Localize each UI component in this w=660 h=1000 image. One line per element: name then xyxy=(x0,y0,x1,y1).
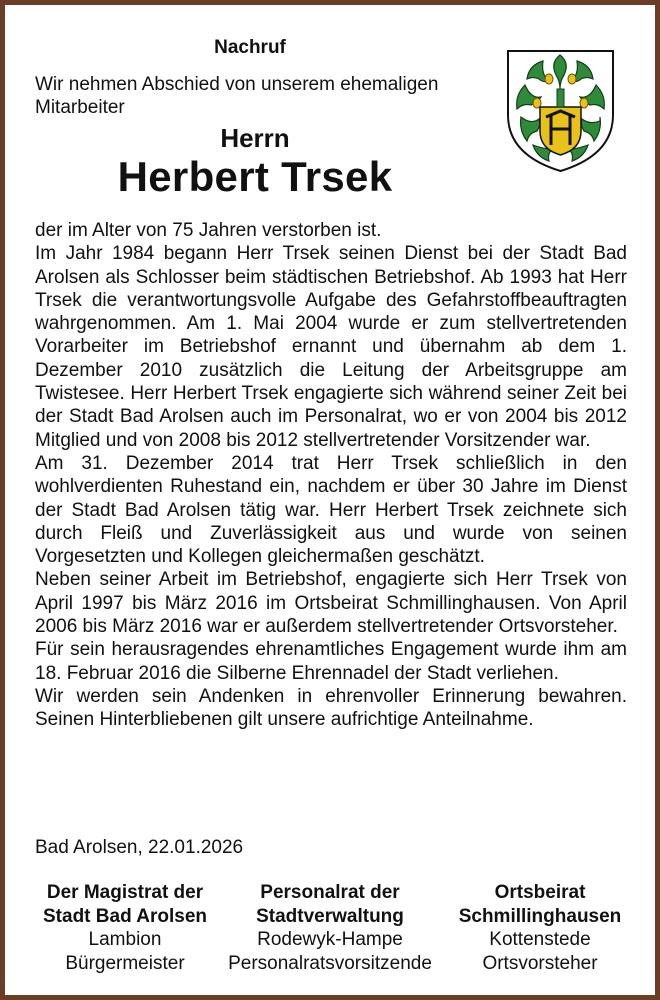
signature-org-line: Der Magistrat der xyxy=(46,882,204,903)
body-paragraph: Wir werden sein Andenken in ehrenvoller Erinnerung bewahren. Seinen Hinterbliebenen gilt unsere aufrichtige Anteilnahme. xyxy=(35,685,627,731)
body-paragraph: der im Alter von 75 Jahren verstorben ist. xyxy=(35,220,382,241)
salutation: Herrn xyxy=(220,123,290,153)
signature-role: Personalratsvorsitzende xyxy=(228,952,432,974)
obituary-card xyxy=(5,5,655,995)
signature-block-magistrat xyxy=(25,881,225,975)
signature-person: Rodewyk-Hampe xyxy=(257,929,403,950)
signature-org-line: Stadt Bad Arolsen xyxy=(43,905,207,927)
signature-block-personalrat xyxy=(215,881,445,975)
body-paragraph: Im Jahr 1984 begann Herr Trsek seinen Dienst bei der Stadt Bad Arolsen als Schlosser beim städtischen Betriebshof. Ab 1993 hat Herr Trsek die verantwortungsvolle Aufgabe des Gefahrstoffbeauftragten wahrgenommen. Am 1. Mai 2004 wurde er zum stellvertretenden Vorarbeiter im Betriebshof ernannt und übernahm ab dem 1. Dezember 2010 zusätzlich die Leitung der Arbeitsgruppe am Twistesee. Herr Herbert Trsek engagierte sich während seiner Zeit bei der Stadt Bad Arolsen auch im Personalrat, wo er von 2004 bis 2012 Mitglied und von 2008 bis 2012 stellvertretender Vorsitzender war. xyxy=(35,243,627,451)
obituary-body xyxy=(35,219,627,732)
signature-person: Lambion xyxy=(88,929,162,950)
signature-person: Kottenstede xyxy=(489,929,591,950)
place-date: Bad Arolsen, 22.01.2026 xyxy=(35,837,244,858)
obituary-title: Nachruf xyxy=(214,37,286,58)
town-coat-of-arms-icon xyxy=(503,45,618,175)
body-paragraph: Für sein herausragendes ehrenamtliches Engagement wurde ihm am 18. Februar 2016 die Silberne Ehrennadel der Stadt verliehen. xyxy=(35,639,627,684)
body-paragraph: Neben seiner Arbeit im Betriebshof, engagierte sich Herr Trsek von April 1997 bis März 2016 im Ortsbeirat Schmillinghausen. Von April 2006 bis März 2016 war er außerdem stellvertretender Ortsvorsteher. xyxy=(35,569,627,638)
signature-role: Ortsvorsteher xyxy=(482,952,598,974)
intro-text: Wir nehmen Abschied von unserem ehemaligen Mitarbeiter xyxy=(35,74,439,118)
signature-org-line: Personalrat der xyxy=(260,882,400,903)
signature-org-line: Ortsbeirat xyxy=(494,882,586,903)
signature-org-line: Stadtverwaltung xyxy=(256,905,404,927)
body-paragraph: Am 31. Dezember 2014 trat Herr Trsek schließlich in den wohlverdienten Ruhestand ein, nachdem er über 30 Jahre im Dienst der Stadt Bad Arolsen tätig war. Herr Herbert Trsek zeichnete sich durch Fleiß und Zuverlässigkeit aus und wurde von seinen Vorgesetzten und Kollegen gleichermaßen geschätzt. xyxy=(35,452,627,568)
signature-org-line: Schmillinghausen xyxy=(458,905,622,927)
deceased-name: Herbert Trsek xyxy=(117,153,393,200)
signature-role: Bürgermeister xyxy=(65,952,185,974)
signature-block-ortsbeirat xyxy=(435,881,645,975)
